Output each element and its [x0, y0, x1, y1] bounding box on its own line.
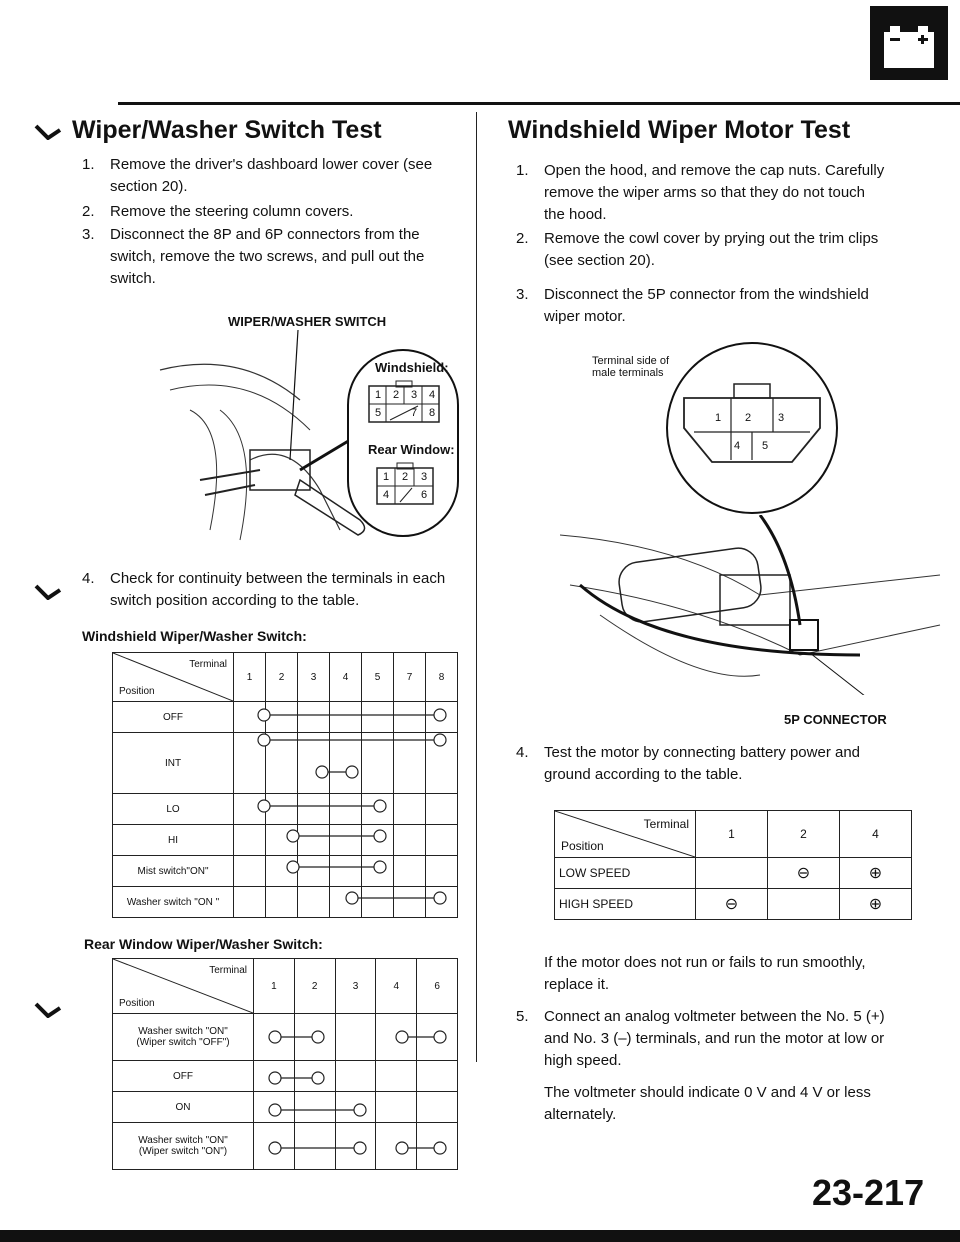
ws-pin: 1: [375, 389, 382, 401]
position-cell: OFF: [113, 702, 234, 733]
step-text: (see section 20).: [544, 252, 655, 269]
polarity-cell: [768, 889, 840, 920]
step-text: switch position according to the table.: [110, 592, 360, 609]
motor-connector-callout: 5P CONNECTOR: [784, 712, 887, 727]
terminal-header: 2: [768, 811, 840, 858]
table2-heading: Rear Window Wiper/Washer Switch:: [84, 936, 323, 952]
terminal-header: 3: [335, 959, 376, 1014]
terminal-note: Terminal side of: [592, 355, 670, 367]
terminal-header: 4: [376, 959, 417, 1014]
terminal-header: 2: [294, 959, 335, 1014]
position-cell: Washer switch "ON ": [113, 887, 234, 918]
ws-pin: 3: [411, 389, 418, 401]
connector-magnifier: [664, 340, 840, 516]
terminal-header: 4: [330, 653, 362, 702]
step-number: 4.: [516, 744, 529, 761]
polarity-cell: ⊕: [840, 858, 912, 889]
polarity-cell: ⊖: [768, 858, 840, 889]
right-step-2: [516, 228, 936, 276]
replace-note: [544, 952, 944, 1000]
position-cell: HIGH SPEED: [555, 889, 696, 920]
position-cell: Mist switch"ON": [113, 856, 234, 887]
ws-pin: 5: [375, 407, 382, 419]
position-line: ON: [175, 1101, 191, 1113]
position-cell: HI: [113, 825, 234, 856]
right-step-5: [516, 1006, 946, 1076]
terminal-note: male terminals: [592, 367, 664, 379]
step-text: Check for continuity between the terminals in each: [110, 570, 446, 587]
terminal-header: 8: [426, 653, 458, 702]
step-number: 1.: [82, 156, 95, 173]
right-step-1: [516, 160, 936, 230]
step-text: Test the motor by connecting battery power and: [544, 744, 861, 761]
step-text: Remove the cowl cover by prying out the trim clips: [544, 230, 879, 247]
step-number: 2.: [516, 230, 529, 247]
rear-pin: 6: [421, 489, 428, 501]
polarity-cell: ⊖: [696, 889, 768, 920]
step-text: Disconnect the 5P connector from the windshield: [544, 286, 869, 303]
step-text: wiper motor.: [544, 308, 626, 325]
ws-pin: 4: [429, 389, 436, 401]
terminal-header: 1: [234, 653, 266, 702]
right-title: Windshield Wiper Motor Test: [508, 116, 851, 144]
step-number: 4.: [82, 570, 95, 587]
motor-pin: 2: [745, 412, 752, 424]
position-line: Washer switch "ON": [138, 1026, 228, 1037]
page-number: 23-217: [812, 1172, 925, 1213]
step-number: 3.: [82, 226, 95, 243]
table1-heading: Windshield Wiper/Washer Switch:: [82, 628, 307, 644]
step-text: switch.: [110, 270, 156, 287]
motor-pin: 5: [762, 440, 769, 452]
step-text: Open the hood, and remove the cap nuts. Carefully: [544, 162, 885, 179]
position-line: (Wiper switch "ON"): [138, 1146, 228, 1157]
table-corner: [555, 811, 696, 858]
step-text: Remove the driver's dashboard lower cover (see: [110, 156, 433, 173]
closing-note: [544, 1082, 944, 1130]
rear-pin: 1: [383, 471, 390, 483]
step-number: 5.: [516, 1008, 529, 1025]
ws-pin: 7: [411, 407, 418, 419]
right-step-3: [516, 284, 936, 332]
switch-callout: WIPER/WASHER SWITCH: [228, 314, 387, 329]
step-text: Connect an analog voltmeter between the No. 5 (+): [544, 1008, 885, 1025]
terminal-header: 2: [266, 653, 298, 702]
step-text: Disconnect the 8P and 6P connectors from the: [110, 226, 420, 243]
step-text: the hood.: [544, 206, 607, 223]
terminal-label: Terminal: [189, 659, 227, 670]
step-text: high speed.: [544, 1052, 622, 1069]
ws-pin: 8: [429, 407, 436, 419]
terminal-label: Terminal: [643, 817, 689, 831]
footer-bar: [0, 1230, 960, 1242]
step-text: ground according to the table.: [544, 766, 743, 783]
terminal-header: 1: [254, 959, 295, 1014]
step-number: 2.: [82, 203, 95, 220]
step-number: 3.: [516, 286, 529, 303]
left-title: Wiper/Washer Switch Test: [72, 116, 382, 144]
polarity-cell: ⊕: [840, 889, 912, 920]
rear-pin: 2: [402, 471, 409, 483]
wiper-motor-illustration: [560, 515, 950, 695]
motor-pin: 4: [734, 440, 741, 452]
note-line: replace it.: [544, 976, 610, 993]
motor-test-table: [554, 810, 912, 920]
motor-pin: 3: [778, 412, 785, 424]
terminal-header: 3: [298, 653, 330, 702]
position-cell: INT: [113, 733, 234, 794]
position-line: Washer switch "ON": [138, 1135, 228, 1146]
step-number: 1.: [516, 162, 529, 179]
position-line: OFF: [173, 1070, 193, 1082]
windshield-connector-label: Windshield:: [375, 360, 449, 375]
terminal-header: 7: [394, 653, 426, 702]
step-text: section 20).: [110, 178, 188, 195]
note-line: If the motor does not run or fails to run smoothly,: [544, 954, 866, 971]
rear-pin: 4: [383, 489, 390, 501]
terminal-label: Terminal: [209, 965, 247, 976]
rear-connector-label: Rear Window:: [368, 442, 455, 457]
right-step-4: [516, 742, 936, 790]
step-text: Remove the steering column covers.: [110, 203, 354, 220]
note-line: The voltmeter should indicate 0 V and 4 V or less: [544, 1084, 871, 1101]
terminal-header: 5: [362, 653, 394, 702]
terminal-header: 6: [417, 959, 458, 1014]
position-cell: LO: [113, 794, 234, 825]
polarity-cell: [696, 858, 768, 889]
terminal-header: 1: [696, 811, 768, 858]
position-cell: LOW SPEED: [555, 858, 696, 889]
step-text: and No. 3 (–) terminals, and run the motor at low or: [544, 1030, 885, 1047]
step-text: switch, remove the two screws, and pull out the: [110, 248, 425, 265]
position-line: (Wiper switch "OFF"): [136, 1037, 230, 1048]
rear-pin: 3: [421, 471, 428, 483]
terminal-header: 4: [840, 811, 912, 858]
step-text: remove the wiper arms so that they do not touch: [544, 184, 865, 201]
position-label: Position: [119, 998, 155, 1009]
note-line: alternately.: [544, 1106, 617, 1123]
motor-pin: 1: [715, 412, 722, 424]
position-label: Position: [561, 839, 604, 853]
ws-pin: 2: [393, 389, 400, 401]
position-label: Position: [119, 686, 155, 697]
